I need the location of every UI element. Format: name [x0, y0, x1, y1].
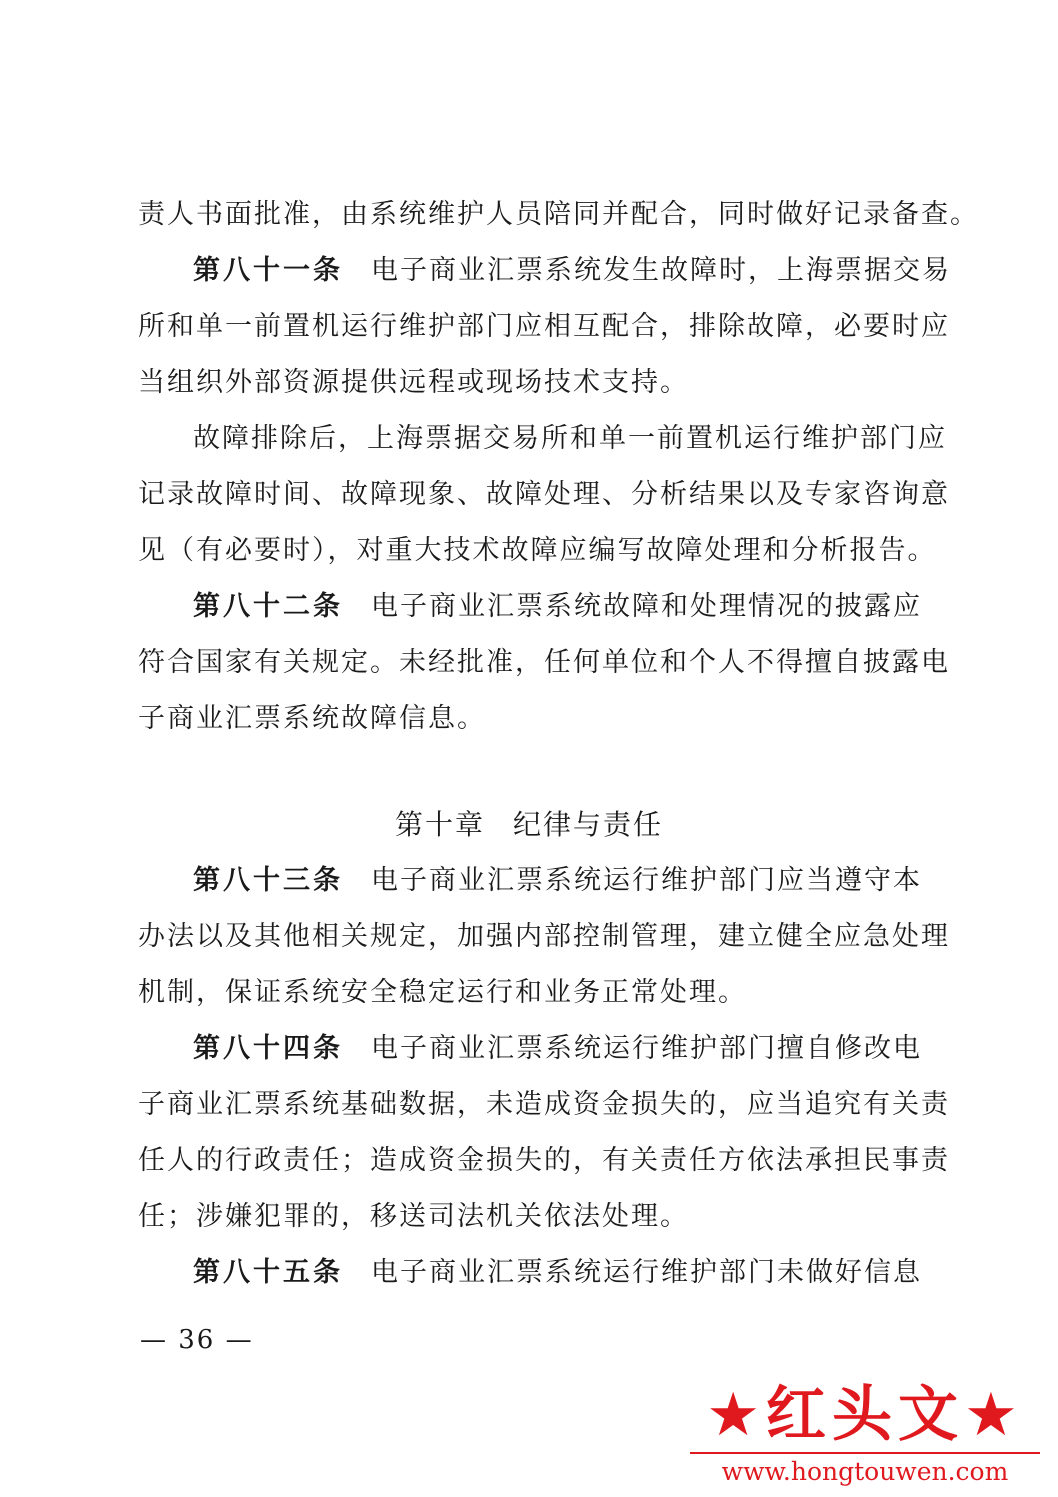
- text-line: 任人的行政责任；造成资金损失的，有关责任方依法承担民事责: [138, 1145, 950, 1176]
- body-text-upper: [138, 187, 979, 747]
- text-line: 符合国家有关规定。未经批准，任何单位和个人不得擅自披露电: [138, 647, 950, 678]
- body-text-lower: [138, 797, 950, 1301]
- page-number: — 36 —: [140, 1325, 254, 1355]
- article-number: 第八十三条: [193, 865, 343, 896]
- article-number: 第八十二条: [193, 591, 343, 622]
- article-text: 电子商业汇票系统故障和处理情况的披露应: [371, 591, 922, 622]
- article-text: 电子商业汇票系统运行维护部门未做好信息: [371, 1257, 922, 1288]
- article-85-first-line: [138, 1245, 920, 1301]
- article-text: 电子商业汇票系统发生故障时，上海票据交易: [371, 255, 951, 286]
- paragraph-first-line: 故障排除后，上海票据交易所和单一前置机运行维护部门应: [193, 423, 947, 454]
- text-line: 所和单一前置机运行维护部门应相互配合，排除故障，必要时应: [138, 311, 950, 342]
- article-84-first-line: [138, 1021, 920, 1077]
- text-line: 子商业汇票系统基础数据，未造成资金损失的，应当追究有关责: [138, 1089, 950, 1120]
- article-83-first-line: [138, 853, 920, 909]
- article-number: 第八十五条: [193, 1257, 343, 1288]
- chapter-number: 第十章: [394, 808, 485, 841]
- article-number: 第八十四条: [193, 1033, 343, 1064]
- watermark-divider: [690, 1452, 1040, 1454]
- watermark-url: www.hongtouwen.com: [721, 1457, 1009, 1486]
- text-line: 当组织外部资源提供远程或现场技术支持。: [138, 367, 689, 398]
- text-line: 机制，保证系统安全稳定运行和业务正常处理。: [138, 977, 747, 1008]
- text-line: 见（有必要时），对重大技术故障应编写故障处理和分析报告。: [138, 535, 937, 566]
- text-line: 记录故障时间、故障现象、故障处理、分析结果以及专家咨询意: [138, 479, 950, 510]
- text-line: 任；涉嫌犯罪的，移送司法机关依法处理。: [138, 1201, 689, 1232]
- article-number: 第八十一条: [193, 255, 343, 286]
- article-text: 电子商业汇票系统运行维护部门擅自修改电: [371, 1033, 922, 1064]
- article-82-first-line: [138, 579, 920, 635]
- article-text: 电子商业汇票系统运行维护部门应当遵守本: [371, 865, 922, 896]
- chapter-heading: [138, 797, 920, 853]
- watermark: [680, 1382, 1050, 1490]
- article-81-first-line: [138, 243, 951, 299]
- text-line: 子商业汇票系统故障信息。: [138, 703, 486, 734]
- chapter-title: 纪律与责任: [513, 808, 664, 841]
- watermark-title: ★红头文★: [706, 1380, 1024, 1450]
- text-line: 办法以及其他相关规定，加强内部控制管理，建立健全应急处理: [138, 921, 950, 952]
- text-line: 责人书面批准，由系统维护人员陪同并配合，同时做好记录备查。: [138, 199, 979, 230]
